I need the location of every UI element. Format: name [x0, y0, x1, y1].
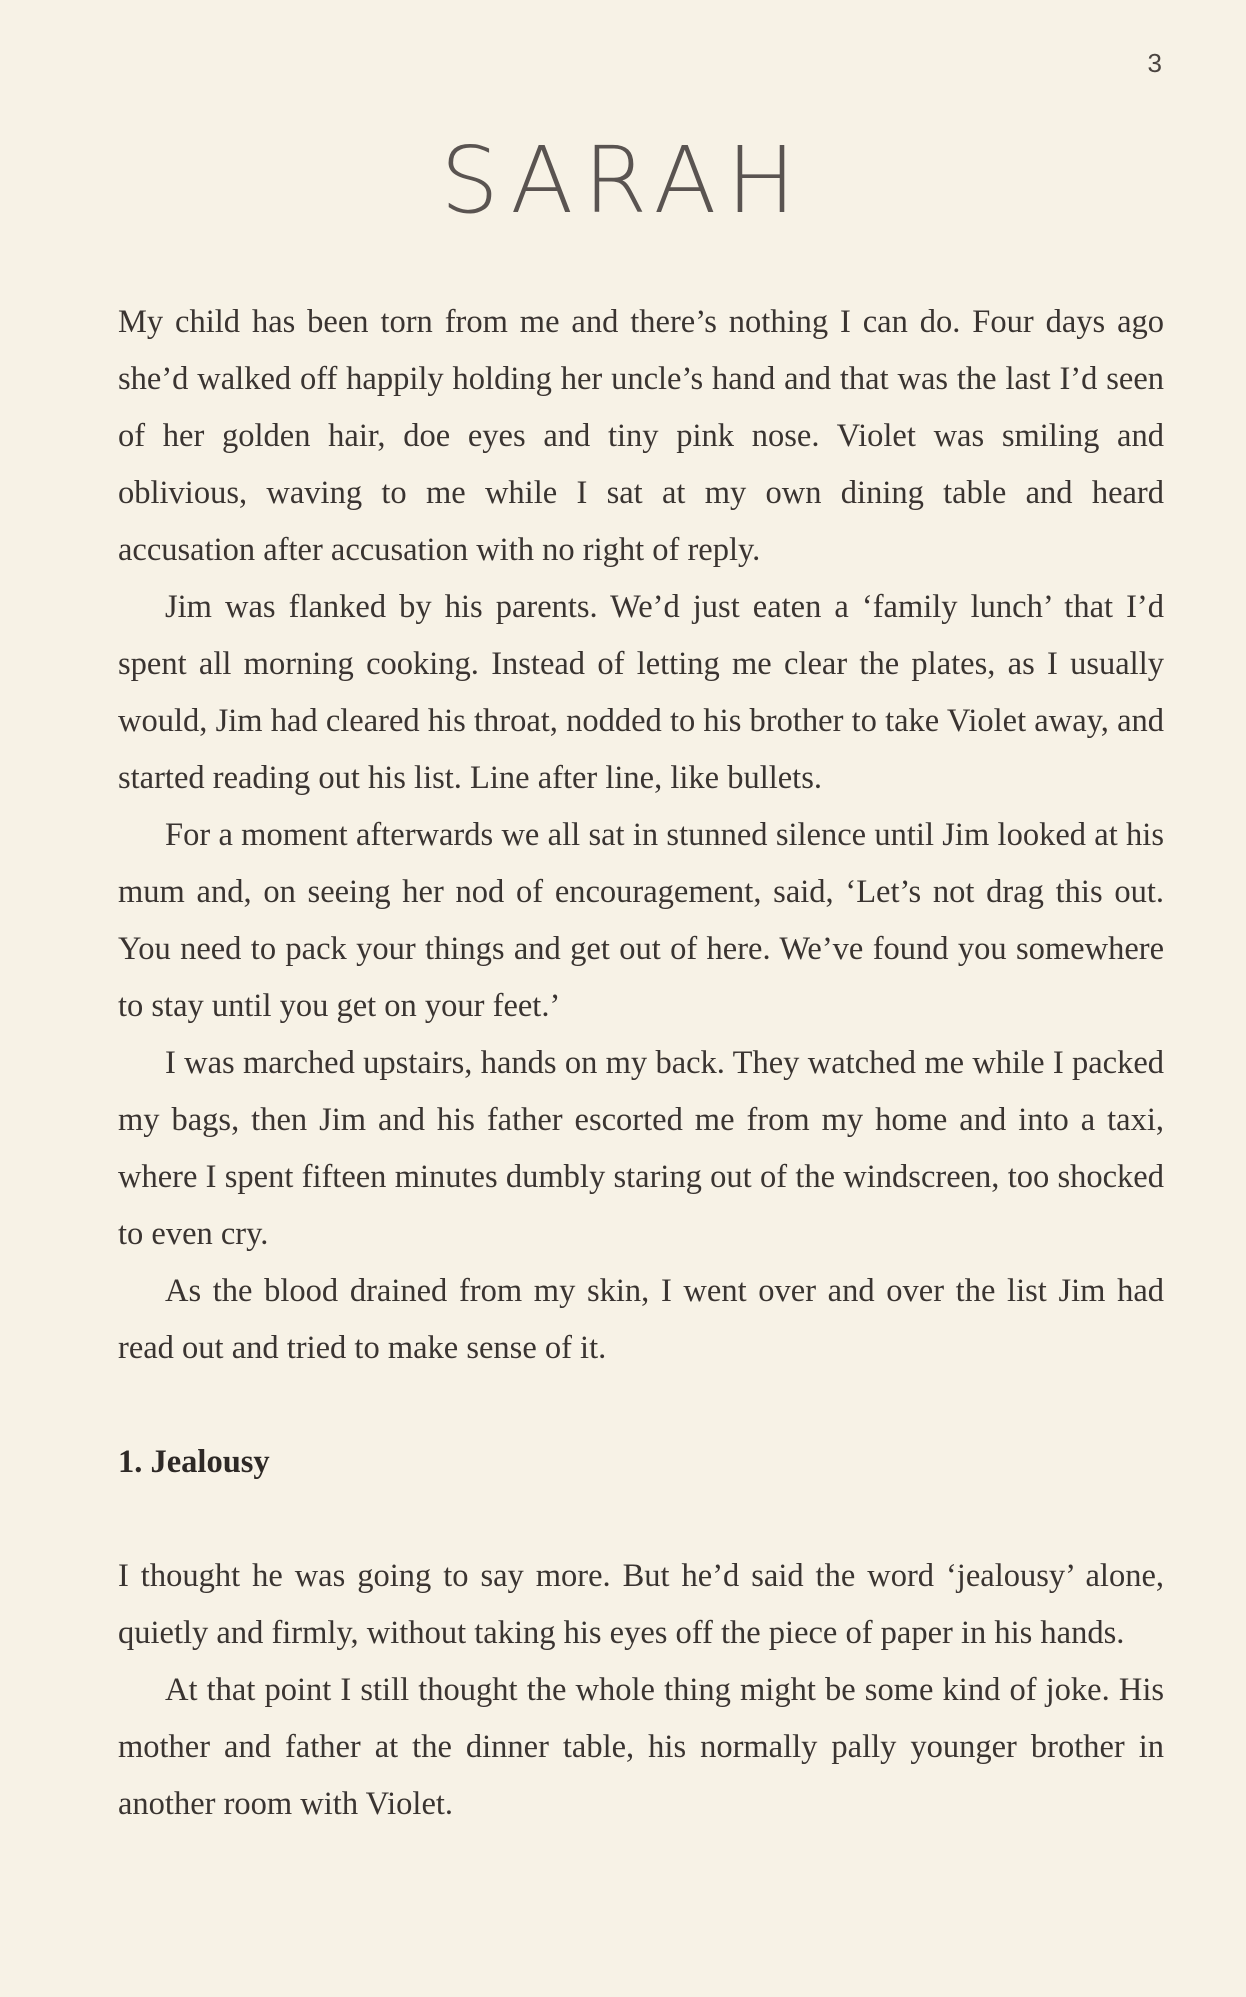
paragraph: I was marched upstairs, hands on my back. They watched me while I packed my bags, then Jim and his father escorted me from my home and into a taxi, where I spent fifteen minutes dumbly staring out of the windscreen, too shocked to even cry. [118, 1045, 1164, 1252]
paragraph: My child has been torn from me and there’s nothing I can do. Four days ago she’d walked off happily holding her uncle’s hand and that was the last I’d seen of her golden hair, doe eyes and tiny pink nose. Violet was smiling and oblivious, waving to me while I sat at my own dining table and heard accusation after accusation with no right of reply. [118, 304, 1164, 568]
paragraph: I thought he was going to say more. But he’d said the word ‘jealousy’ alone, quietly and firmly, without taking his eyes off the piece of paper in his hands. [118, 1558, 1164, 1651]
paragraph: Jim was flanked by his parents. We’d just eaten a ‘family lunch’ that I’d spent all morning cooking. Instead of letting me clear the plates, as I usually would, Jim had cleared his throat, nodded to his brother to take Violet away, and started reading out his list. Line after line, like bullets. [118, 589, 1164, 796]
body-text [118, 294, 1164, 1833]
page-number: 3 [1147, 48, 1162, 78]
paragraph: At that point I still thought the whole thing might be some kind of joke. His mother and father at the dinner table, his normally pally younger brother in another room with Violet. [118, 1672, 1164, 1822]
section-heading: 1. Jealousy [118, 1444, 270, 1480]
paragraph: As the blood drained from my skin, I went over and over the list Jim had read out and tried to make sense of it. [118, 1273, 1164, 1366]
chapter-title: SARAH [440, 127, 806, 234]
paragraph: For a moment afterwards we all sat in stunned silence until Jim looked at his mum and, on seeing her nod of encouragement, said, ‘Let’s not drag this out. You need to pack your things and get out of here. We’ve found you somewhere to stay until you get on your feet.’ [118, 817, 1164, 1024]
